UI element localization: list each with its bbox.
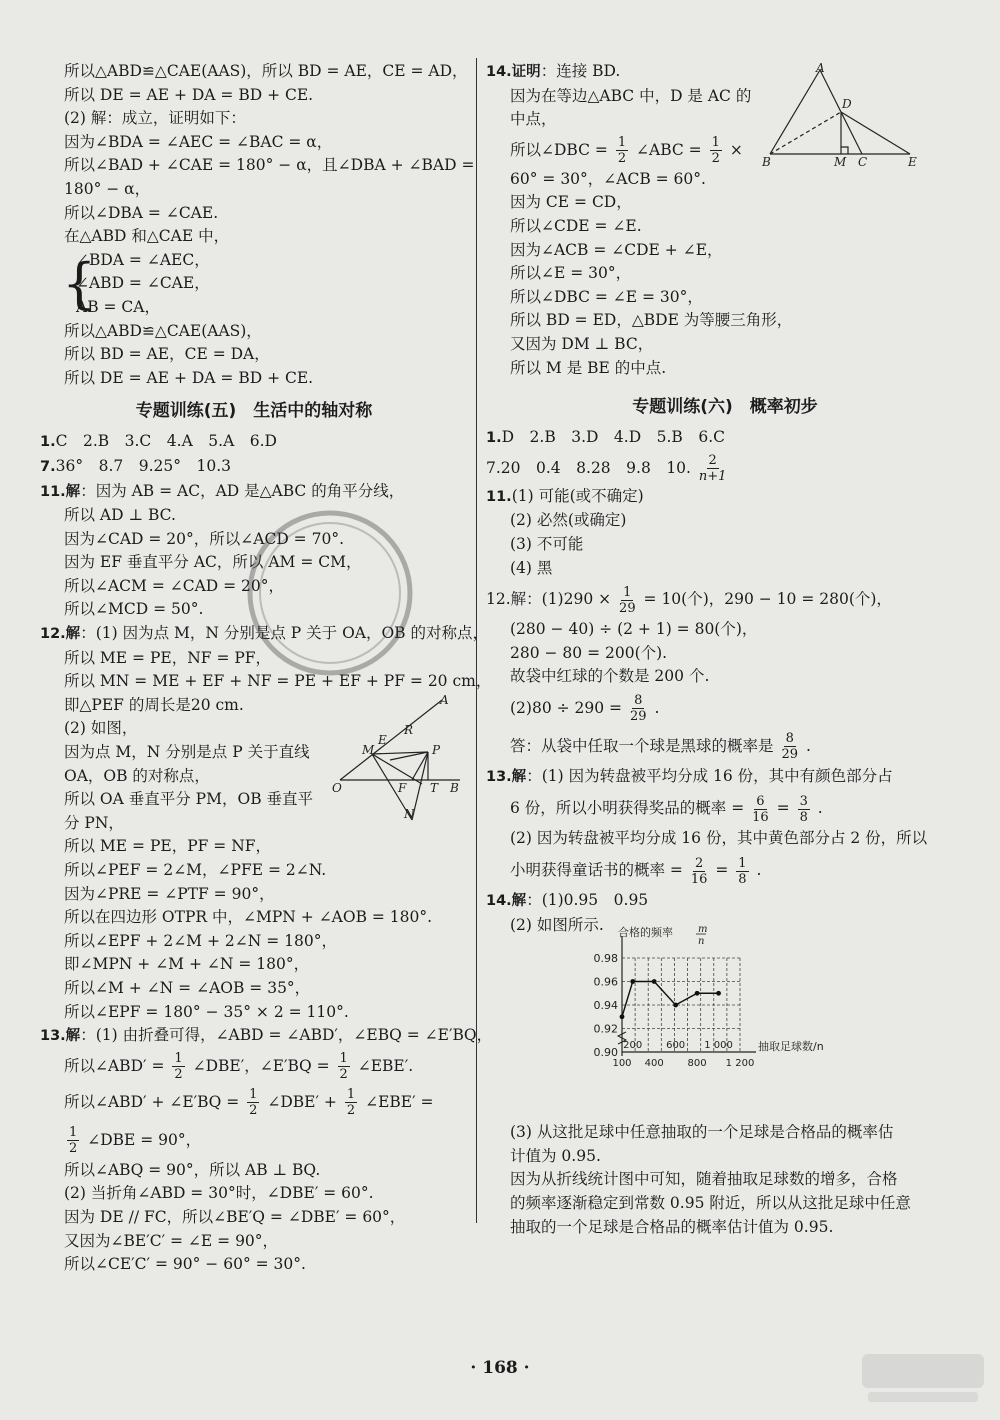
y-tick-label: 0.94: [593, 999, 618, 1012]
fig14-label: E: [908, 155, 917, 169]
text-line: 即∠MPN + ∠M + ∠N = 180°，: [64, 955, 310, 974]
text-line: 所以 ME = PE，NF = PF，: [64, 648, 272, 667]
text-line: 因为∠ACB = ∠CDE + ∠E，: [510, 240, 723, 259]
text-line: 所以∠CE′C′ = 90° − 60° = 30°.: [64, 1255, 306, 1274]
text-line: 280 − 80 = 200(个).: [510, 643, 668, 662]
text-line: ∠ABD = ∠CAE，: [76, 274, 210, 293]
section6-title: 专题训练(六) 概率初步: [632, 397, 818, 418]
r-q14-lines-b: [486, 168, 964, 380]
text-line: 计值为 0.95.: [510, 1146, 601, 1165]
q13-line-d: $\frac{1}{2}$ ∠DBE = 90°，: [69, 1125, 202, 1157]
text-line: 所以∠MCD = 50°.: [64, 600, 204, 619]
text-line: 11.解：因为 AB = AC，AD 是△ABC 的角平分线，: [40, 481, 405, 500]
text-line: 所以 BD = AE，CE = DA，: [64, 345, 270, 364]
series-line: [622, 982, 719, 1017]
x-axis-title: 抽取足球数/n: [758, 1040, 824, 1053]
text-line: 因为在等边△ABC 中，D 是 AC 的: [510, 86, 752, 105]
data-point: [673, 1003, 678, 1008]
s6-question-11: [486, 485, 964, 580]
text-line: 因为从折线统计图中可知，随着抽取足球数的增多，合格: [510, 1170, 898, 1189]
r-q12-c: 答：从袋中任取一个球是黑球的概率是 $\frac{8}{29}$ .: [510, 731, 811, 763]
data-point: [716, 991, 721, 996]
data-point: [630, 979, 635, 984]
y-tick-label: 0.90: [593, 1046, 618, 1059]
text-line: (4) 黑: [510, 558, 553, 577]
fraction-half: $\frac{1}{2}$: [617, 135, 627, 167]
r-q14-rest-lines: [486, 1121, 964, 1239]
fig14-label: M: [834, 155, 847, 169]
s6-answers-1: 1.D 2.B 3.D 4.D 5.B 6.C: [486, 428, 725, 447]
fraction-q10: $\frac{2}{n+1}$: [698, 453, 727, 485]
text-line: 因为∠BDA = ∠AEC = ∠BAC = α，: [64, 132, 333, 151]
q13-rest-lines: [40, 1159, 468, 1277]
q13-line-c: 所以∠ABD′ + ∠E′BQ = $\frac{1}{2}$ ∠DBE′ + $\frac{1}{2}$ ∠EBE′ =: [64, 1087, 434, 1119]
text-line: 所以∠EPF = 180° − 35° × 2 = 110°.: [64, 1002, 349, 1021]
text-line: 所以∠ACM = ∠CAD = 20°，: [64, 576, 285, 595]
r-q13-d: 小明获得童话书的概率 = $\frac{2}{16}$ = $\frac{1}{8}$ .: [510, 855, 762, 887]
x-tick-label: 400: [644, 1058, 664, 1069]
text-line: 即△PEF 的周长是20 cm.: [64, 695, 244, 714]
data-point: [620, 1014, 625, 1019]
x-tick-label: 600: [666, 1040, 686, 1051]
text-line: (2) 当折角∠ABD = 30°时，∠DBE′ = 60°.: [64, 1184, 374, 1203]
r-q12-lines: [486, 618, 964, 689]
fig12-label: T: [430, 781, 439, 795]
text-line: 60° = 30°，∠ACB = 60°.: [510, 169, 706, 188]
page-number: · 168 ·: [470, 1358, 530, 1378]
text-line: 所以∠DBA = ∠CAE.: [64, 203, 219, 222]
text-line: 因为∠PRE = ∠PTF = 90°，: [64, 884, 275, 903]
text-line: 又因为 DM ⊥ BC，: [510, 334, 654, 353]
text-line: 所以∠BAD + ∠CAE = 180° − α，且∠DBA + ∠BAD =: [64, 156, 475, 175]
y-axis-frac-den: n: [698, 936, 705, 947]
s5-answers-2: 7.36° 8.7 9.25° 10.3: [40, 456, 232, 475]
fig14-label: B: [762, 155, 771, 169]
y-tick-label: 0.92: [593, 1022, 618, 1036]
text-line: 又因为∠BE′C′ = ∠E = 90°，: [64, 1231, 279, 1250]
text-line: 因为 EF 垂直平分 AC，所以 AM = CM，: [64, 553, 362, 572]
fraction-half: $\frac{1}{2}$: [69, 1125, 78, 1157]
q14-triangle-figure: [762, 62, 922, 172]
fraction-half: $\frac{1}{2}$: [346, 1087, 356, 1119]
text-line: 所以△ABD≌△CAE(AAS)，: [64, 321, 262, 340]
fig12-label: E: [378, 733, 387, 747]
left-after-brace-lines: [40, 320, 468, 391]
r-q13-b: 6 份，所以小明获得奖品的概率 = $\frac{6}{16}$ = $\frac{3}{8}$ .: [510, 793, 823, 825]
text-line: 故袋中红球的个数是 200 个.: [510, 667, 710, 686]
s6-answers-2: 7.20 0.4 8.28 9.8 10. $\frac{2}{n+1}$: [486, 453, 727, 485]
text-line: 11.(1) 可能(或不确定): [486, 486, 644, 505]
text-line: 所以 DE = AE + DA = BD + CE.: [64, 368, 314, 387]
fraction-half: $\frac{1}{2}$: [711, 135, 720, 167]
fraction-half: $\frac{1}{2}$: [174, 1051, 183, 1083]
q13-line-a: 13.解：(1) 由折叠可得，∠ABD = ∠ABD′，∠EBQ = ∠E′BQ，: [40, 1026, 493, 1045]
fraction-1-29: $\frac{1}{29}$: [619, 584, 636, 616]
section5-title: 专题训练(五) 生活中的轴对称: [135, 401, 373, 422]
r-q14-frac-line: 所以∠DBC = $\frac{1}{2}$ ∠ABC = $\frac{1}{2}$ ×: [510, 135, 743, 167]
fig12-label: M: [362, 743, 375, 757]
text-line: 所以在四边形 OTPR 中，∠MPN + ∠AOB = 180°.: [64, 908, 433, 927]
fig12-label: O: [332, 781, 342, 795]
r-q14-b2: (2) 如图所示.: [510, 915, 604, 934]
text-line: 所以 AD ⊥ BC.: [64, 506, 176, 525]
text-line: 所以 OA 垂直平分 PM，OB 垂直平: [64, 790, 314, 809]
r-q14-a2: 14.解：(1)0.95 0.95: [486, 891, 649, 910]
text-line: 所以∠PEF = 2∠M，∠PFE = 2∠N.: [64, 861, 327, 879]
text-line: 所以 MN = ME + EF + NF = PE + EF + PF = 20 cm，: [64, 672, 492, 691]
text-line: 所以∠EPF + 2∠M + 2∠N = 180°，: [64, 931, 337, 950]
text-line: (2) 必然(或确定): [510, 511, 627, 530]
text-line: 因为 DE // FC，所以∠BE′Q = ∠DBE′ = 60°，: [64, 1207, 406, 1226]
text-line: 在△ABD 和△CAE 中，: [64, 227, 230, 246]
text-line: 因为点 M，N 分别是点 P 关于直线: [64, 743, 310, 762]
r-q12-a: 12.解：(1)290 × $\frac{1}{29}$ = 10(个)，290 − 10 = 280(个)，: [486, 584, 892, 616]
fig14-label: C: [858, 155, 868, 169]
y-axis-frac-num: m: [698, 924, 708, 935]
r-q13-c: (2) 因为转盘被平均分成 16 份，其中黄色部分占 2 份，所以: [510, 829, 928, 848]
text-line: 分 PN，: [64, 813, 124, 832]
x-tick-label: 100: [612, 1058, 632, 1069]
r-q14-head: 14.证明：连接 BD.: [486, 62, 621, 80]
fig12-label: P: [432, 743, 441, 757]
text-line: 中点，: [510, 110, 557, 129]
fig12-label: R: [404, 723, 414, 737]
r-q13-a: 13.解：(1) 因为转盘被平均分成 16 份，其中有颜色部分占: [486, 766, 893, 785]
text-line: 抽取的一个足球是合格品的概率估计值为 0.95.: [510, 1217, 834, 1236]
fraction-half: $\frac{1}{2}$: [249, 1087, 258, 1119]
q12-geometry-figure: [332, 692, 472, 822]
s5-answers-1: 1.C 2.B 3.C 4.A 5.A 6.D: [40, 432, 277, 451]
text-line: 所以∠M + ∠N = ∠AOB = 35°，: [64, 978, 311, 997]
r-q12-b: (2)80 ÷ 290 = $\frac{8}{29}$ .: [510, 693, 660, 725]
fig12-label: F: [398, 781, 407, 795]
text-line: 所以∠CDE = ∠E.: [510, 216, 642, 235]
text-line: 的频率逐渐稳定到常数 0.95 附近，所以从这批足球中任意: [510, 1194, 911, 1213]
text-line: ∠BDA = ∠AEC，: [76, 250, 210, 269]
fig12-label: A: [440, 693, 449, 707]
fig12-label: N: [404, 807, 415, 821]
fraction-8-29: $\frac{8}{29}$: [781, 731, 798, 763]
text-line: 所以∠ABQ = 90°，所以 AB ⊥ BQ.: [64, 1160, 321, 1179]
text-line: 所以∠E = 30°，: [510, 264, 632, 283]
y-tick-label: 0.98: [593, 952, 618, 965]
left-top-lines: [40, 60, 475, 249]
frequency-line-chart: [582, 922, 862, 1084]
text-line: 所以 M 是 BE 的中点.: [510, 358, 667, 377]
text-line: OA，OB 的对称点，: [64, 766, 210, 785]
q13-line-b: 所以∠ABD′ = $\frac{1}{2}$ ∠DBE′，∠E′BQ = $\frac{1}{2}$ ∠EBE′.: [64, 1051, 414, 1083]
text-line: (2) 解：成立，证明如下：: [64, 109, 246, 128]
brand-logo: [858, 1348, 988, 1408]
congruence-conditions: [40, 249, 468, 320]
text-line: 所以∠DBC = ∠E = 30°，: [510, 287, 703, 306]
data-point: [652, 979, 657, 984]
x-tick-label: 800: [687, 1058, 707, 1069]
text-line: 12.解：(1) 因为点 M，N 分别是点 P 关于 OA，OB 的对称点，: [40, 624, 488, 643]
watermark-seal: [235, 498, 425, 688]
text-line: 因为 CE = CD，: [510, 193, 632, 212]
text-line: 所以 DE = AE + DA = BD + CE.: [64, 85, 314, 104]
y-axis-title: 合格的频率: [618, 926, 673, 939]
fraction-8-29: $\frac{8}{29}$: [629, 693, 647, 725]
text-line: 因为∠CAD = 20°，所以∠ACD = 70°.: [64, 529, 344, 548]
x-tick-label: 1 000: [704, 1040, 733, 1051]
text-line: 180° − α，: [64, 179, 151, 198]
x-tick-label: 1 200: [725, 1058, 755, 1069]
text-line: 所以△ABD≌△CAE(AAS)，所以 BD = AE，CE = AD，: [64, 62, 468, 80]
y-tick-label: 0.96: [593, 975, 618, 989]
brace-symbol: {: [62, 251, 97, 315]
text-line: (3) 不可能: [510, 534, 584, 553]
text-line: (2) 如图，: [64, 719, 138, 738]
text-line: AB = CA，: [76, 297, 160, 316]
text-line: (280 − 40) ÷ (2 + 1) = 80(个)，: [510, 620, 758, 639]
text-line: 所以 ME = PE，PF = NF，: [64, 837, 272, 856]
data-point: [695, 991, 700, 996]
text-line: 所以 BD = ED，△BDE 为等腰三角形，: [510, 311, 793, 330]
x-tick-label: 200: [623, 1040, 643, 1051]
fraction-half: $\frac{1}{2}$: [339, 1051, 348, 1083]
fig12-label: B: [450, 781, 459, 795]
text-line: (3) 从这批足球中任意抽取的一个足球是合格品的概率估: [510, 1123, 894, 1142]
fig14-label: A: [816, 62, 825, 75]
fig14-label: D: [842, 97, 852, 111]
